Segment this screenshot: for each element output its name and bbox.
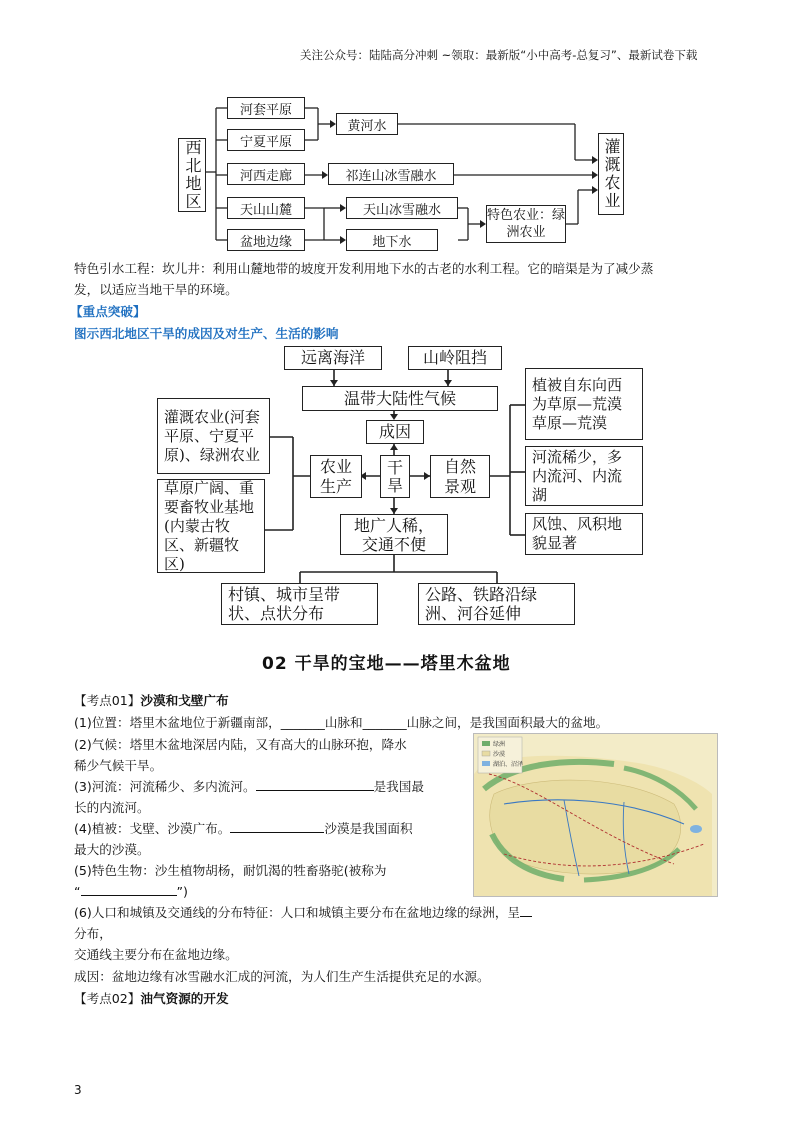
continental-climate-box: 温带大陆性气候 (302, 386, 498, 411)
kp2-title: 油气资源的开发 (140, 991, 229, 1006)
population-box: 地广人稀，交通不便 (340, 514, 448, 555)
source-qilian: 祁连山冰雪融水 (328, 163, 454, 185)
kp1-title: 沙漠和戈壁广布 (140, 693, 229, 708)
kp1-line7: 交通线主要分布在盆地边缘。 (74, 947, 238, 962)
vegetation-box: 植被自东向西为草原—荒漠草原—荒漠 (525, 368, 643, 440)
special-agriculture-box: 特色农业：绿洲农业 (486, 205, 566, 243)
kp1-line4b: 最大的沙漠。 (74, 842, 150, 857)
roads-box: 公路、铁路沿绿洲、河谷延伸 (418, 583, 575, 625)
irrigation-result-box: 灌溉农业 (598, 133, 624, 215)
kp1-line6a-text: (6)人口和城镇及交通线的分布特征：人口和城镇主要分布在盆地边缘的绿洲，呈 (74, 905, 521, 920)
tarim-basin-map (473, 733, 718, 897)
karez-line1: 特色引水工程：坎儿井：利用山麓地带的坡度开发利用地下水的古老的水利工程。它的暗渠是为了减少蒸 (74, 261, 654, 276)
tarim-map-graphic (474, 734, 717, 896)
source-yellow-river: 黄河水 (336, 113, 398, 135)
page-number: 3 (74, 1083, 82, 1097)
section2-title: 02 干旱的宝地——塔里木盆地 (262, 654, 511, 674)
kp1-label: 【考点01】 (74, 693, 141, 708)
far-from-sea-box: 远离海洋 (284, 346, 382, 370)
map-legend-desert: 沙漠 (493, 751, 506, 758)
kp1-line3b: 长的内流河。 (74, 800, 150, 815)
kp1-line6b: 分布， (74, 926, 112, 941)
kp1-line4a (74, 818, 413, 839)
kp2-heading (74, 988, 229, 1009)
kp1-line8: 成因：盆地边缘有冰雪融水汇成的河流，为人们生产生活提供充足的水源。 (74, 969, 490, 984)
river-answer-blank[interactable] (256, 777, 374, 791)
kp1-line2a: (2)气候：塔里木盆地深居内陆，又有高大的山脉环抱，降水 (74, 737, 407, 752)
desert-answer-blank[interactable] (230, 819, 324, 833)
kp1-line3a-text: (3)河流：河流稀少、多内流河。 (74, 779, 256, 794)
source-groundwater: 地下水 (346, 229, 438, 251)
diagram2-title: 图示西北地区干旱的成因及对生产、生活的影响 (74, 326, 339, 341)
kp1-line6a (74, 902, 532, 923)
rivers-box: 河流稀少，多内流河、内流湖 (525, 446, 643, 506)
map-legend-oasis: 绿洲 (493, 741, 506, 748)
drought-box: 干旱 (380, 455, 410, 498)
area-hexi: 河西走廊 (227, 163, 305, 185)
camel-name-blank[interactable] (81, 882, 177, 896)
kp1-line4a-end: 沙漠是我国面积 (324, 821, 413, 836)
mountain-barrier-box: 山岭阻挡 (408, 346, 502, 370)
kp1-line3a-end: 是我国最 (373, 779, 424, 794)
pasture-box: 草原广阔、重要畜牧业基地(内蒙古牧区、新疆牧区) (157, 479, 265, 573)
area-tianshan: 天山山麓 (227, 197, 305, 219)
kp1-line5a: (5)特色生物：沙生植物胡杨，耐饥渴的牲畜骆驼(被称为 (74, 863, 387, 878)
source-tianshan: 天山冰雪融水 (346, 197, 458, 219)
kp1-line3a (74, 776, 424, 797)
area-hetao: 河套平原 (227, 97, 305, 119)
area-basin-edge: 盆地边缘 (227, 229, 305, 251)
kp1-line5b-open: “ (74, 884, 81, 899)
cause-box: 成因 (366, 420, 424, 444)
region-box: 西北地区 (178, 138, 206, 212)
kp1-line5b-close: ”) (176, 884, 188, 899)
irrigated-agriculture-box: 灌溉农业(河套平原、宁夏平原)、绿洲农业 (157, 398, 270, 474)
key-breakthrough-heading: 【重点突破】 (70, 304, 146, 319)
page-header: 关注公众号：陆陆高分冲刺 ~领取：最新版“小中高考-总复习”、最新试卷下载 (300, 48, 698, 62)
kp1-line4a-text: (4)植被：戈壁、沙漠广布。 (74, 821, 231, 836)
kp1-line5b (74, 881, 188, 902)
agriculture-box: 农业生产 (310, 455, 362, 498)
towns-box: 村镇、城市呈带状、点状分布 (221, 583, 378, 625)
area-ningxia: 宁夏平原 (227, 129, 305, 151)
distribution-blank[interactable] (520, 903, 532, 917)
karez-line2: 发，以适应当地干旱的环境。 (74, 282, 238, 297)
kp1-heading (74, 690, 229, 711)
kp1-line2b: 稀少气候干旱。 (74, 758, 163, 773)
landform-box: 风蚀、风积地貌显著 (525, 513, 643, 555)
map-legend-lake: 湖泊、沼泽 (493, 761, 524, 768)
kp1-line1: (1)位置：塔里木盆地位于新疆南部，_______山脉和_______山脉之间，是我国面积最大的盆地。 (74, 715, 609, 730)
kp2-label: 【考点02】 (74, 991, 141, 1006)
nature-box: 自然景观 (430, 455, 490, 498)
